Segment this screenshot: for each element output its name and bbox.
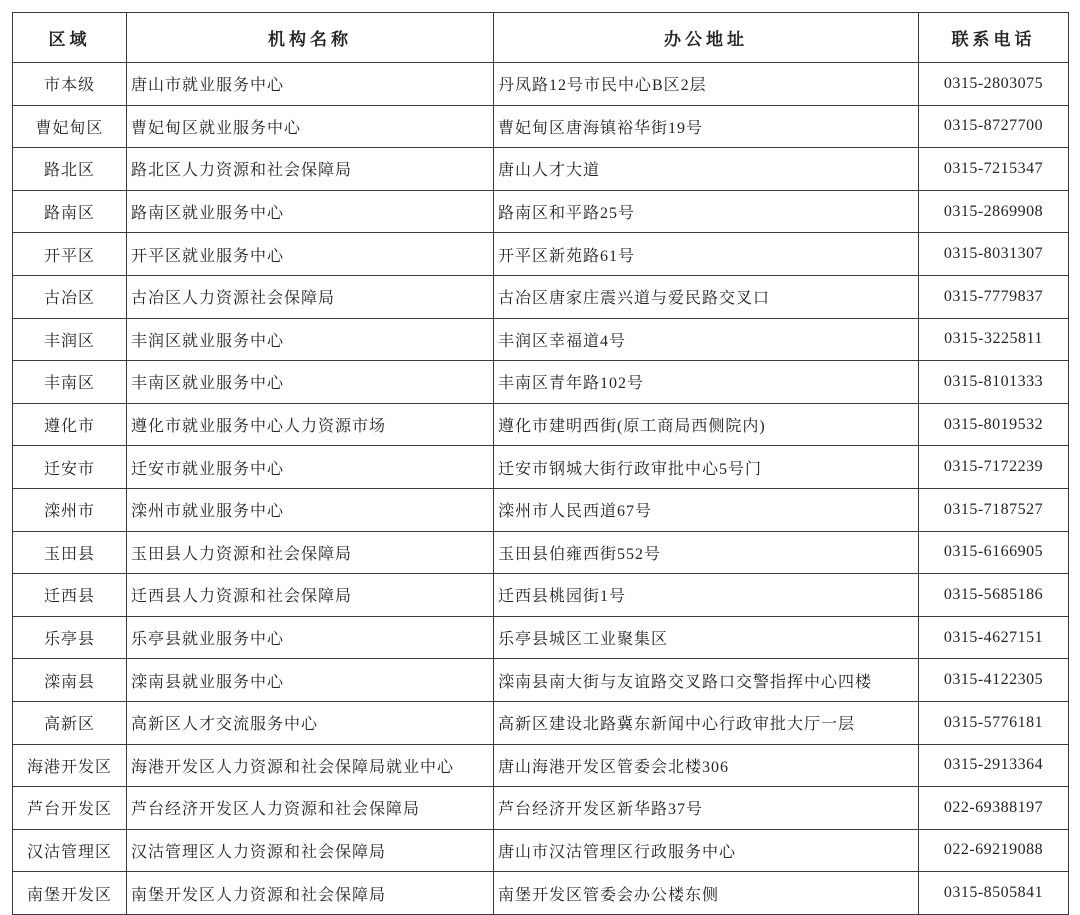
institution-cell: 遵化市就业服务中心人力资源市场 xyxy=(127,403,494,446)
phone-cell: 0315-7779837 xyxy=(919,275,1069,318)
address-cell: 唐山海港开发区管委会北楼306 xyxy=(494,744,919,787)
phone-cell: 0315-5776181 xyxy=(919,701,1069,744)
table-row xyxy=(13,744,1069,787)
region-cell: 高新区 xyxy=(13,701,127,744)
region-cell: 市本级 xyxy=(13,63,127,106)
institution-cell: 唐山市就业服务中心 xyxy=(127,63,494,106)
address-cell: 玉田县伯雍西街552号 xyxy=(494,531,919,574)
institution-cell: 路南区就业服务中心 xyxy=(127,190,494,233)
address-cell: 古冶区唐家庄震兴道与爱民路交叉口 xyxy=(494,275,919,318)
phone-cell: 0315-2869908 xyxy=(919,190,1069,233)
address-cell: 高新区建设北路冀东新闻中心行政审批大厅一层 xyxy=(494,701,919,744)
institution-cell: 滦州市就业服务中心 xyxy=(127,488,494,531)
table-row xyxy=(13,190,1069,233)
region-cell: 乐亭县 xyxy=(13,616,127,659)
table-row xyxy=(13,361,1069,404)
institution-cell: 古冶区人力资源社会保障局 xyxy=(127,275,494,318)
institution-cell: 南堡开发区人力资源和社会保障局 xyxy=(127,872,494,915)
phone-cell: 0315-7187527 xyxy=(919,488,1069,531)
address-cell: 开平区新苑路61号 xyxy=(494,233,919,276)
phone-cell: 022-69219088 xyxy=(919,829,1069,872)
institution-cell: 乐亭县就业服务中心 xyxy=(127,616,494,659)
address-cell: 唐山人才大道 xyxy=(494,148,919,191)
header-institution: 机构名称 xyxy=(127,13,494,63)
region-cell: 海港开发区 xyxy=(13,744,127,787)
table-row xyxy=(13,787,1069,830)
institution-cell: 高新区人才交流服务中心 xyxy=(127,701,494,744)
table-row xyxy=(13,105,1069,148)
address-cell: 滦州市人民西道67号 xyxy=(494,488,919,531)
region-cell: 芦台开发区 xyxy=(13,787,127,830)
region-cell: 遵化市 xyxy=(13,403,127,446)
institution-cell: 丰南区就业服务中心 xyxy=(127,361,494,404)
table-row xyxy=(13,148,1069,191)
address-cell: 路南区和平路25号 xyxy=(494,190,919,233)
phone-cell: 0315-8101333 xyxy=(919,361,1069,404)
table-row xyxy=(13,63,1069,106)
institution-cell: 玉田县人力资源和社会保障局 xyxy=(127,531,494,574)
phone-cell: 0315-7172239 xyxy=(919,446,1069,489)
phone-cell: 0315-7215347 xyxy=(919,148,1069,191)
phone-cell: 0315-8505841 xyxy=(919,872,1069,915)
table-row xyxy=(13,829,1069,872)
institution-cell: 芦台经济开发区人力资源和社会保障局 xyxy=(127,787,494,830)
address-cell: 迁安市钢城大街行政审批中心5号门 xyxy=(494,446,919,489)
table-body xyxy=(13,63,1069,915)
region-cell: 开平区 xyxy=(13,233,127,276)
region-cell: 丰润区 xyxy=(13,318,127,361)
table-header-row xyxy=(13,13,1069,63)
phone-cell: 0315-8727700 xyxy=(919,105,1069,148)
phone-cell: 022-69388197 xyxy=(919,787,1069,830)
region-cell: 迁西县 xyxy=(13,574,127,617)
region-cell: 汉沽管理区 xyxy=(13,829,127,872)
address-cell: 乐亭县城区工业聚集区 xyxy=(494,616,919,659)
table-row xyxy=(13,446,1069,489)
institution-cell: 海港开发区人力资源和社会保障局就业中心 xyxy=(127,744,494,787)
phone-cell: 0315-8019532 xyxy=(919,403,1069,446)
address-cell: 曹妃甸区唐海镇裕华街19号 xyxy=(494,105,919,148)
address-cell: 南堡开发区管委会办公楼东侧 xyxy=(494,872,919,915)
region-cell: 滦南县 xyxy=(13,659,127,702)
institution-cell: 曹妃甸区就业服务中心 xyxy=(127,105,494,148)
region-cell: 古冶区 xyxy=(13,275,127,318)
region-cell: 玉田县 xyxy=(13,531,127,574)
address-cell: 芦台经济开发区新华路37号 xyxy=(494,787,919,830)
header-phone: 联系电话 xyxy=(919,13,1069,63)
address-cell: 迁西县桃园街1号 xyxy=(494,574,919,617)
table-row xyxy=(13,574,1069,617)
table-header xyxy=(13,13,1069,63)
table-row xyxy=(13,659,1069,702)
region-cell: 曹妃甸区 xyxy=(13,105,127,148)
phone-cell: 0315-6166905 xyxy=(919,531,1069,574)
address-cell: 滦南县南大街与友谊路交叉路口交警指挥中心四楼 xyxy=(494,659,919,702)
phone-cell: 0315-5685186 xyxy=(919,574,1069,617)
table-row xyxy=(13,701,1069,744)
institution-cell: 开平区就业服务中心 xyxy=(127,233,494,276)
region-cell: 路北区 xyxy=(13,148,127,191)
institution-cell: 路北区人力资源和社会保障局 xyxy=(127,148,494,191)
service-center-contact-table xyxy=(12,12,1069,915)
phone-cell: 0315-2913364 xyxy=(919,744,1069,787)
table-row xyxy=(13,616,1069,659)
table-row xyxy=(13,318,1069,361)
region-cell: 南堡开发区 xyxy=(13,872,127,915)
phone-cell: 0315-3225811 xyxy=(919,318,1069,361)
region-cell: 滦州市 xyxy=(13,488,127,531)
contact-table-container xyxy=(12,12,1068,915)
region-cell: 丰南区 xyxy=(13,361,127,404)
address-cell: 丹凤路12号市民中心B区2层 xyxy=(494,63,919,106)
table-row xyxy=(13,403,1069,446)
phone-cell: 0315-2803075 xyxy=(919,63,1069,106)
phone-cell: 0315-8031307 xyxy=(919,233,1069,276)
header-address: 办公地址 xyxy=(494,13,919,63)
table-row xyxy=(13,488,1069,531)
region-cell: 迁安市 xyxy=(13,446,127,489)
phone-cell: 0315-4122305 xyxy=(919,659,1069,702)
address-cell: 唐山市汉沽管理区行政服务中心 xyxy=(494,829,919,872)
institution-cell: 迁安市就业服务中心 xyxy=(127,446,494,489)
address-cell: 丰润区幸福道4号 xyxy=(494,318,919,361)
phone-cell: 0315-4627151 xyxy=(919,616,1069,659)
institution-cell: 丰润区就业服务中心 xyxy=(127,318,494,361)
table-row xyxy=(13,233,1069,276)
institution-cell: 滦南县就业服务中心 xyxy=(127,659,494,702)
institution-cell: 汉沽管理区人力资源和社会保障局 xyxy=(127,829,494,872)
address-cell: 丰南区青年路102号 xyxy=(494,361,919,404)
table-row xyxy=(13,275,1069,318)
region-cell: 路南区 xyxy=(13,190,127,233)
header-region: 区域 xyxy=(13,13,127,63)
address-cell: 遵化市建明西街(原工商局西侧院内) xyxy=(494,403,919,446)
institution-cell: 迁西县人力资源和社会保障局 xyxy=(127,574,494,617)
table-row xyxy=(13,531,1069,574)
table-row xyxy=(13,872,1069,915)
